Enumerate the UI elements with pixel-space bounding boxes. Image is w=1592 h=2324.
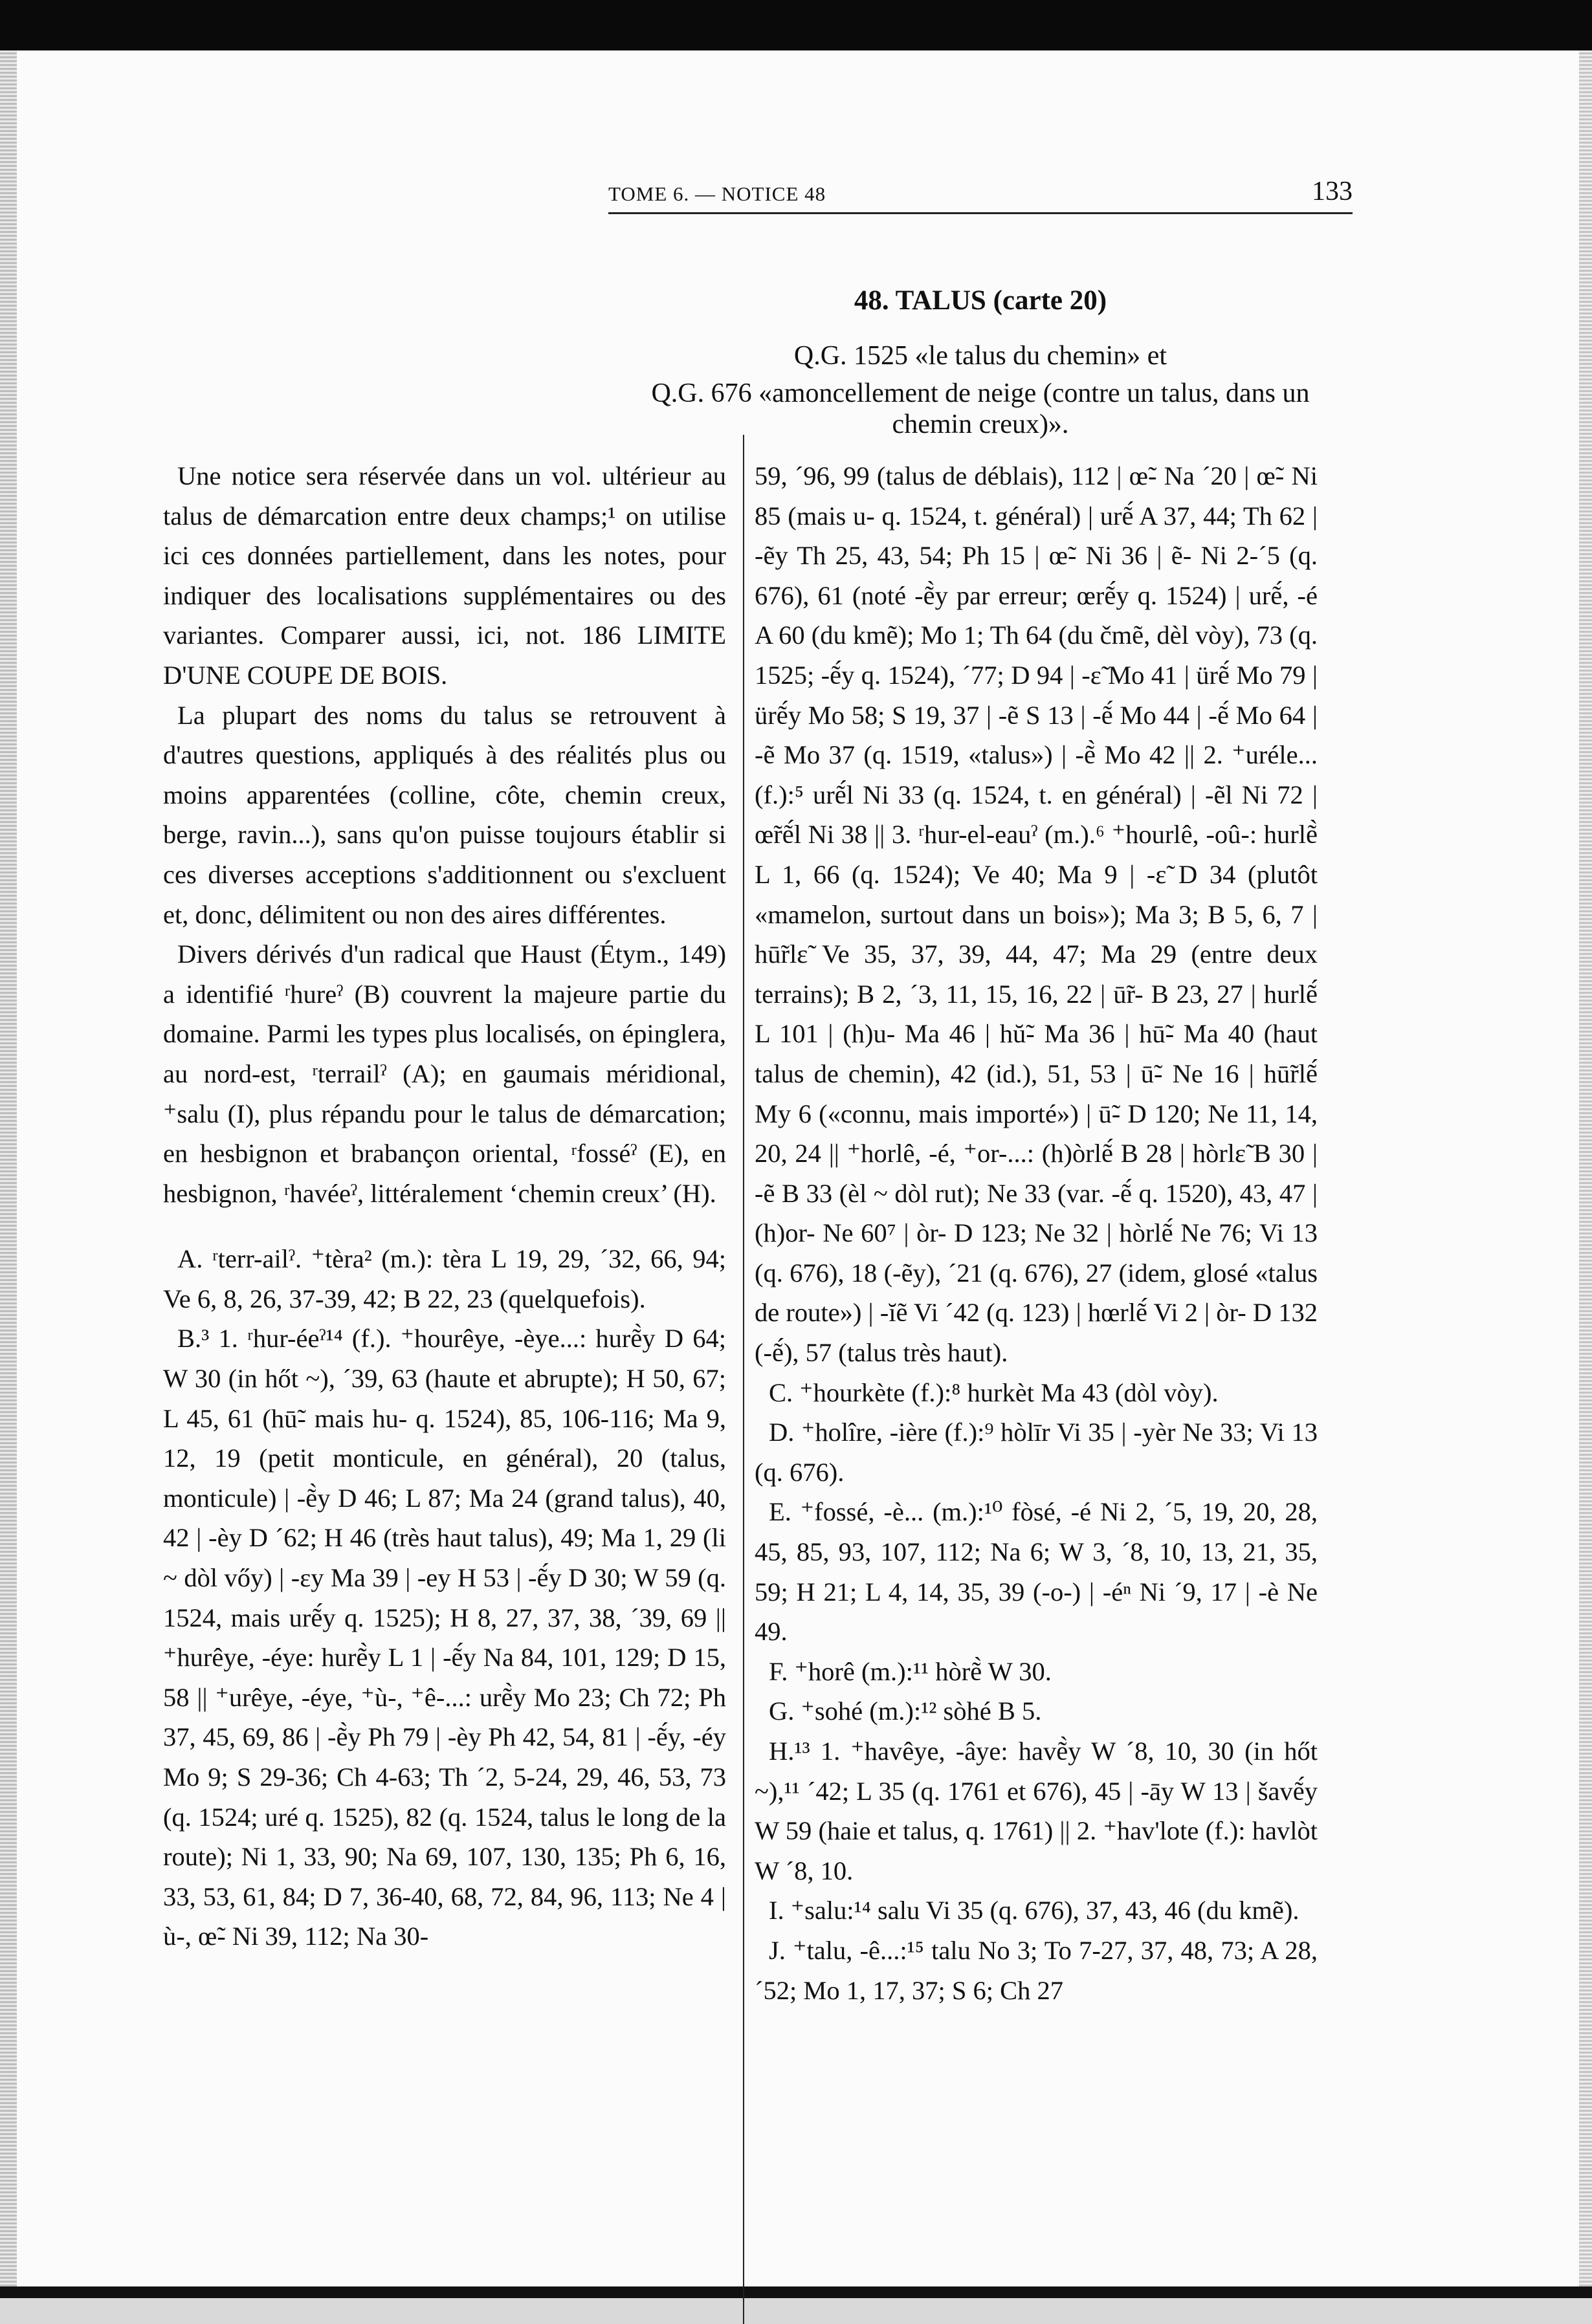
paragraph: La plupart des noms du talus se retrouvent à d'autres questions, appliqués à des réalités plus ou moins apparentées (colline, côte, chemin creux, berge, ravin...), sans qu'on puisse toujours établir si ces diverses acceptions s'additionnent ou s'excluent et, donc, délimitent ou non des aires différentes. xyxy=(163,700,726,929)
question-line-2: Q.G. 676 «amoncellement de neige (contre un talus, dans un chemin creux)». xyxy=(651,378,1310,439)
scan-border-left xyxy=(0,50,17,2298)
running-title: TOME 6. — NOTICE 48 xyxy=(608,182,826,205)
paragraph: Une notice sera réservée dans un vol. ultérieur au talus de démarcation entre deux champs;¹ on utilise ici ces données partiellement, dans les notes, pour indiquer des localisations supplémentaires ou des variantes. Comparer aussi, ici, not. 186 LIMITE D'UNE COUPE DE BOIS. xyxy=(163,461,726,690)
column-divider xyxy=(743,435,744,2324)
paragraph: Divers dérivés d'un radical que Haust (Étym., 149) a identifié ʳhureˀ (B) couvrent la majeure partie du domaine. Parmi les types plus localisés, on épinglera, au nord-est, ʳterrailˀ (A); en gaumais méridional, ⁺salu (I), plus répandu pour le talus de démarcation; en hesbignon et brabançon oriental, ʳfosséˀ (E), en hesbignon, ʳhavéeˀ, littéralement ‘chemin creux’ (H). xyxy=(163,939,726,1208)
entry-f: F. ⁺horê (m.):¹¹ hòrẽ̀ W 30. xyxy=(769,1656,1052,1686)
entry-d: D. ⁺holîre, -ière (f.):⁹ hòlīr Vi 35 | -yèr Ne 33; Vi 13 (q. 676). xyxy=(755,1418,1318,1487)
entry-a: A. ʳterr-ailˀ. ⁺tèra² (m.): tèra L 19, 29, ´32, 66, 94; Ve 6, 8, 26, 37-39, 42; B 22, 23 (quelquefois). xyxy=(163,1244,726,1313)
scan-border-right xyxy=(1579,50,1592,2298)
entry-c: C. ⁺hourkète (f.):⁸ hurkèt Ma 43 (dòl vòy). xyxy=(769,1377,1219,1407)
notice-title: 48. TALUS (carte 20) xyxy=(854,285,1107,316)
left-column xyxy=(163,456,726,1957)
entry-b: B.³ 1. ʳhur-éeˀ¹⁴ (f.). ⁺hourêye, -èye...: hurẽ̀y D 64; W 30 (in hőt ~), ´39, 63 (haute et abrupte); H 50, 67; L 45, 61 (hū̃- mais hu- q. 1524), 85, 106-116; Ma 9, 12, 19 (petit monticule, en général), 20 (talus, monticule) | -ẽ̀y D 46; L 87; Ma 24 (grand talus), 40, 42 | -èy D ´62; H 46 (très haut talus), 49; Ma 1, 29 (li ~ dòl vőy) | -ɛy Ma 39 | -ey H 53 | -ẽ́y D 30; W 59 (q. 1524, mais urẽ́y q. 1525); H 8, 27, 37, 38, ´39, 69 || ⁺hurêye, -éye: hurẽ̀y L 1 | -ẽ́y Na 84, 101, 129; D 15, 58 || ⁺urêye, -éye, ⁺ù-, ⁺ê-...: urẽ̀y Mo 23; Ch 72; Ph 37, 45, 69, 86 | -ẽ̀y Ph 79 | -èy Ph 42, 54, 81 | -ẽ́y, -éy Mo 9; S 29-36; Ch 4-63; Th ´2, 5-24, 29, 46, 53, 73 (q. 1524; uré q. 1525), 82 (q. 1524, talus le long de la route); Ni 1, 33, 90; Na 69, 107, 130, 135; Ph 6, 16, 33, 53, 61, 84; D 7, 36-40, 68, 72, 84, 96, 113; Ne 4 | ù-, œ̃- Ni 39, 112; Na 30- xyxy=(163,1324,726,1951)
page-number: 133 xyxy=(1312,177,1353,206)
right-column xyxy=(755,456,1318,2010)
paragraph-gap xyxy=(163,1213,726,1239)
entry-i: I. ⁺salu:¹⁴ salu Vi 35 (q. 676), 37, 43, 46 (du kmẽ). xyxy=(769,1896,1299,1925)
entry-j: J. ⁺talu, -ê...:¹⁵ talu No 3; To 7-27, 37, 48, 73; A 28, ´52; Mo 1, 17, 37; S 6; Ch 27 xyxy=(755,1935,1318,2005)
scan-border-top xyxy=(0,0,1592,50)
entry-g: G. ⁺sohé (m.):¹² sòhé B 5. xyxy=(769,1696,1042,1726)
entry-e: E. ⁺fossé, -è... (m.):¹⁰ fòsé, -é Ni 2, ´5, 19, 20, 28, 45, 85, 93, 107, 112; Na 6; W 3, ´8, 10, 13, 21, 35, 59; H 21; L 4, 14, 35, 39 (-o-) | -éⁿ Ni ´9, 17 | -è Ne 49. xyxy=(755,1497,1318,1647)
entry-h: H.¹³ 1. ⁺havêye, -âye: havẽ̀y W ´8, 10, 30 (in hőt ~),¹¹ ´42; L 35 (q. 1761 et 676), 45 | -āy W 13 | šavẽ́y W 59 (haie et talus, q. 1761) || 2. ⁺hav'lote (f.): havlòt W ´8, 10. xyxy=(755,1737,1318,1885)
scan-border-bottom xyxy=(0,2286,1592,2298)
running-header xyxy=(608,160,1353,214)
question-line-1: Q.G. 1525 «le talus du chemin» et xyxy=(793,341,1167,371)
entry-b-continued: 59, ´96, 99 (talus de déblais), 112 | œ̃- Na ´20 | œ̃- Ni 85 (mais u- q. 1524, t. général) | urẽ́ A 37, 44; Th 62 | -ẽy Th 25, 43, 54; Ph 15 | œ̃- Ni 36 | ẽ- Ni 2-´5 (q. 676), 61 (noté -ẽ̀y par erreur; œrẽ́y q. 1524) | urẽ́, -é A 60 (du kmẽ); Mo 1; Th 64 (du čmẽ, dèl vòy), 73 (q. 1525; -ẽ́y q. 1524), ´77; D 94 | -ɛ̃ Mo 41 | ürẽ́ Mo 79 | ürẽ́y Mo 58; S 19, 37 | -ẽ S 13 | -ẽ́ Mo 44 | -ẽ́ Mo 64 | -ẽ Mo 37 (q. 1519, «talus») | -ẽ̀ Mo 42 || 2. ⁺uréle... (f.):⁵ urẽ́l Ni 33 (q. 1524, t. en général) | -ẽl Ni 72 | œ̃rẽ́l Ni 38 || 3. ʳhur-el-eauˀ (m.).⁶ ⁺hourlê, -oû-: hurlẽ̀ L 1, 66 (q. 1524); Ve 40; Ma 9 | -ɛ̃ D 34 (plutôt «mamelon, surtout dans un bois»); Ma 3; B 5, 6, 7 | hū̃rlɛ̃ Ve 35, 37, 39, 44, 47; Ma 29 (entre deux terrains); B 2, ´3, 11, 15, 16, 22 | ū̃r- B 23, 27 | hurlẽ́ L 101 | (h)u- Ma 46 | hŭ̃- Ma 36 | hū̃- Ma 40 (haut talus de chemin), 42 (id.), 51, 53 | ū̃- Ne 16 | hū̃rlẽ́ My 6 («connu, mais importé») | ū̃- D 120; Ne 11, 14, 20, 24 || ⁺horlê, -é, ⁺or-...: (h)òrlẽ́ B 28 | hòrlɛ̃ B 30 | -ẽ B 33 (èl ~ dòl rut); Ne 33 (var. -ẽ́ q. 1520), 43, 47 | (h)or- Ne 60⁷ | òr- D 123; Ne 32 | hòrlẽ́ Ne 76; Vi 13 (q. 676), 18 (-ẽy), ´21 (q. 676), 27 (idem, glosé «talus de route») | -ĭẽ Vi ´42 (q. 123) | hœrlẽ́ Vi 2 | òr- D 132 (-ẽ́), 57 (talus très haut). xyxy=(755,461,1318,1368)
